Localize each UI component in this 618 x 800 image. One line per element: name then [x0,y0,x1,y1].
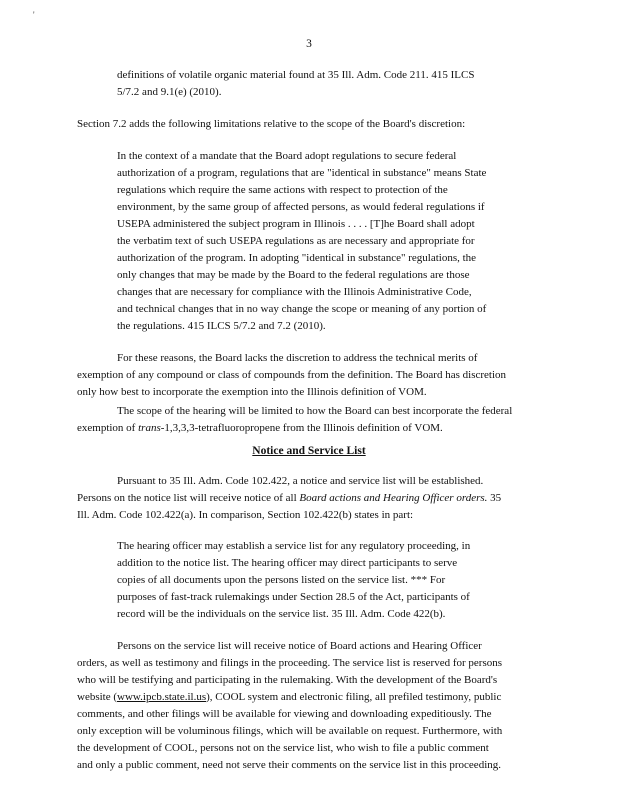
paragraph-2: Section 7.2 adds the following limitations relative to the scope of the Board's discretion: [77,118,466,130]
scan-mark: ' [33,10,35,20]
text-line: 5/7.2 and 9.1(e) (2010). [117,86,222,98]
text-line: record will be the individuals on the service list. 35 Ill. Adm. Code 422(b). [117,608,446,620]
text-line: Persons on the service list will receive notice of Board actions and Hearing Officer [117,640,482,652]
text-line: the regulations. 415 ILCS 5/7.2 and 7.2 (2010). [117,320,326,332]
text-line: who will be testifying and participating in the rulemaking. With the development of the Board's [77,674,498,686]
text-line: purposes of fast-track rulemakings under Section 28.5 of the Act, participants of [117,591,470,603]
text-line: For these reasons, the Board lacks the discretion to address the technical merits of [117,352,478,364]
text-line: only changes that may be made by the Board to the federal regulations are those [117,269,470,281]
section-heading: Notice and Service List [252,445,366,457]
text-line: changes that are necessary for compliance with the Illinois Administrative Code, [117,286,472,298]
text-line: authorization of a program, regulations that are "identical in substance" means State [117,167,487,179]
text-line: The hearing officer may establish a service list for any regulatory proceeding, in [117,540,471,552]
text-line: Persons on the notice list will receive notice of all Board actions and Hearing Officer orders. 35 [77,492,502,504]
text-line: regulations which require the same actions with respect to protection of the [117,184,448,196]
italic-term: trans [138,422,161,434]
italic-phrase: Board actions and Hearing Officer orders. [299,492,488,504]
text-line: comments, and other filings will be available for viewing and downloading expeditiously. The [77,708,492,720]
text-line: environment, by the same group of affected persons, as would federal regulations if [117,201,485,213]
page-number: 3 [306,38,312,50]
text-line: website (www.ipcb.state.il.us), COOL system and electronic filing, all prefiled testimony, public [77,691,502,703]
text-line: In the context of a mandate that the Board adopt regulations to secure federal [117,150,457,162]
text-line: only how best to incorporate the exemption into the Illinois definition of VOM. [77,386,427,398]
text-line: Ill. Adm. Code 102.422(a). In comparison, Section 102.422(b) states in part: [77,509,414,521]
text-line: and only a public comment, need not serve their comments on the service list in this proceeding. [77,759,501,771]
board-website-link[interactable]: www.ipcb.state.il.us [117,691,207,703]
text-line: exemption of trans-1,3,3,3-tetrafluoropropene from the Illinois definition of VOM. [77,422,443,434]
text-line: USEPA administered the subject program in Illinois . . . . [T]he Board shall adopt [117,218,475,230]
text-line: authorization of the program. In adopting "identical in substance" regulations, the [117,252,477,264]
text-line: copies of all documents upon the persons listed on the service list. *** For [117,574,446,586]
text-line: definitions of volatile organic material found at 35 Ill. Adm. Code 211. 415 ILCS [117,69,475,81]
text-line: exemption of any compound or class of compounds from the definition. The Board has discretion [77,369,507,381]
text-line: the development of COOL, persons not on the service list, who wish to file a public comment [77,742,489,754]
text-line: Pursuant to 35 Ill. Adm. Code 102.422, a notice and service list will be established. [117,475,484,487]
text-line: the verbatim text of such USEPA regulations as are necessary and appropriate for [117,235,475,247]
text-line: addition to the notice list. The hearing officer may direct participants to serve [117,557,458,569]
text-line: only exception will be voluminous filings, which will be available on request. Furthermore, with [77,725,503,737]
text-line: and technical changes that in no way change the scope or meaning of any portion of [117,303,487,315]
text-line: orders, as well as testimony and filings in the proceeding. The service list is reserved for persons [77,657,503,669]
text-line: The scope of the hearing will be limited to how the Board can best incorporate the federal [117,405,513,417]
